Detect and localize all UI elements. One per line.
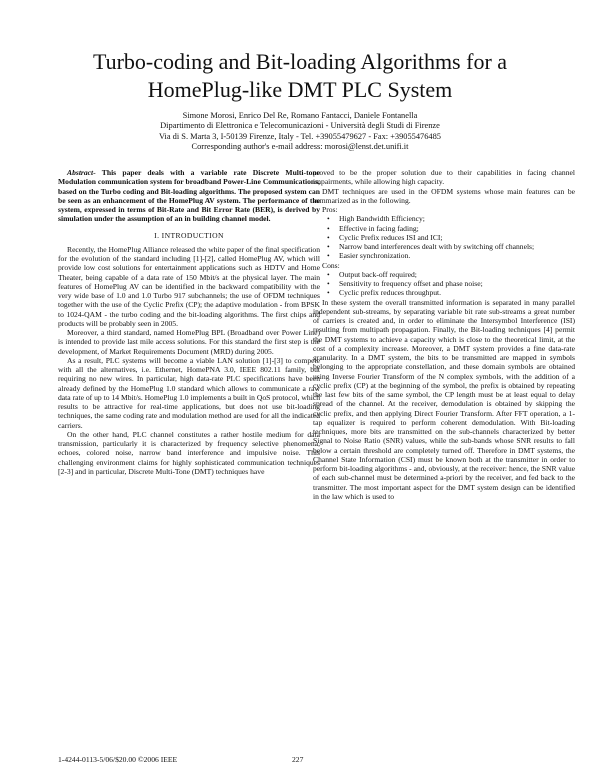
intro-paragraph-4: On the other hand, PLC channel constitutes a rather hostile medium for data transmission, particularly it is characterized by frequency selective phenomena, echoes, colored noise, narrow band interference and impulsive noise. This challenging environment claims for highly sophisticated communication techniques [2-3] and in particular, Discrete Multi-Tone (DMT) techniques have: [58, 429, 320, 476]
right-paragraph-3: In these system the overall transmitted information is separated in many parallel independent sub-streams, by separating variable bit rate sub-streams a great number of carriers is created and, in order to eliminate the Intersymbol Interference (ISI) resulting from multipath propagation. Finally, the Bit-loading techniques [4] permit the DMT systems to achieve a capacity which is close to the theoretical limit, at the cost of a complexity increase. Moreover, a DMT system provides a fine data-rate granularity. In a DMT system, the bits to be transmitted are mapped in symbols belonging to the appropriate constellation, and these domain symbols are obtained using Inverse Fourier Transform of the N complex symbols, with the addition of a cyclic prefix (CP) at the beginning of the symbol, the prefix is obtained by repeating the last few bits of the same symbol, the CP length must be at least equal to delay spread of the channel. At the receiver, demodulation is obtained by skipping the cyclic prefix, and then applying Direct Fourier Transform. After FFT operation, a 1-tap equalizer is required to perform coherent demodulation. With Bit-loading techniques, more bits are transmitted on the sub-channels characterized by better Signal to Noise Ratio (SNR) values, while the sub-bands whose SNR results to fall below a certain threshold are completely turned off. Therefore in DMT systems, the Channel State Information (CSI) must be known both at the transmitter in order to perform bit-loading algorithms - and, obviously, at the receiver: hence, the SNR value of each sub-channel must be determined a-priori by the receiver, and fed back to the transmitter. The most important aspect for the DMT system design can be identified in the law which is used to: [313, 297, 575, 501]
intro-paragraph-2: Moreover, a third standard, named HomePlug BPL (Broadband over Power Line) is intended to provide last mile access solutions. For this standard the first step is the development, of Market Requirements Document (MRD) during 2005.: [58, 328, 320, 356]
author-block: [40, 111, 560, 153]
left-column: [58, 168, 320, 476]
list-item: • High Bandwidth Efficiency;: [313, 214, 575, 223]
list-item: • Sensitivity to frequency offset and phase noise;: [313, 279, 575, 288]
affiliation: Dipartimento di Elettronica e Telecomunicazioni - Università degli Studi di Firenze: [160, 121, 440, 131]
page-number: 227: [292, 755, 304, 764]
abstract-body: - This paper deals with a variable rate Discrete Multi-tone Modulation communication system for broadband Power-Line Communications, based on the Turbo coding and Bit-loading algorithms. The proposed system can be seen as an enhancement of the HomePlug AV system. The performance of the system, expressed in terms of Bit-Rate and Bit Error Rate (BER), is derived by simulation under the assumption of an in building channel model.: [58, 168, 320, 224]
list-item: • Effective in facing fading;: [313, 224, 575, 233]
contact-email: Corresponding author's e-mail address: morosi@lenst.det.unifi.it: [191, 142, 409, 152]
author-names: Simone Morosi, Enrico Del Re, Romano Fantacci, Daniele Fontanella: [182, 111, 418, 120]
intro-paragraph-1: Recently, the HomePlug Alliance released the white paper of the final specification for the evolution of the standard including [1]-[2], called HomePlug AV, which will provide low cost solutions for entertainment applications such as HDTV and Home Theater, being capable of a data rate of 150 Mbit/s at the physical layer. The main features of HomePlug AV can be identified in the backward compatibility with the very wide base of 1.0 and 1.0 Turbo 917 subchannels; the use of OFDM techniques together with the use of the Cyclic Prefix (CP); the adaptive modulation - from BPSK to 1024-QAM - the turbo coding and the bit-loading algorithms. The first chips and products will be probably seen in 2005.: [58, 244, 320, 328]
list-item: • Output back-off required;: [313, 270, 575, 279]
pros-label: Pros:: [322, 205, 338, 214]
right-column: [313, 168, 575, 501]
list-item: • Easier synchronization.: [313, 251, 575, 260]
paper-title-line-1: Turbo-coding and Bit-loading Algorithms for a: [92, 49, 508, 74]
list-item: • Narrow band interferences dealt with by switching off channels;: [313, 242, 575, 251]
cons-label: Cons:: [322, 260, 340, 270]
list-item: • Cyclic Prefix reduces ISI and ICI;: [313, 233, 575, 242]
abstract-label: Abstract: [67, 168, 94, 177]
intro-paragraph-3: As a result, PLC systems will become a viable LAN solution [1]-[3] to compete with all the alternatives, i.e. Ethernet, HomePNA 3.0, IEEE 802.11 family, but requiring no new wires. In particular, high data-rate PLC specifications have been already defined by the HomePlug 1.0 standard which allows to communicate a raw data rate of up to 14 Mbit/s. HomePlug 1.0 implements a built in QoS protocol, which results to be attractive for real-time applications, but does not use bit-loading techniques, the same coding rate and modulation method are used for all the indicated carriers.: [58, 355, 320, 430]
postal-address: Via di S. Marta 3, I-50139 Firenze, Italy - Tel. +39055479627 - Fax: +39055476485: [159, 131, 441, 141]
right-paragraph-1: proved to be the proper solution due to their capabilities in facing channel impairments, while allowing high capacity.: [313, 168, 575, 187]
paper-title-line-2: HomePlug-like DMT PLC System: [147, 77, 453, 102]
list-item: • Cyclic prefix reduces throughput.: [313, 288, 575, 297]
section-heading-introduction: I. INTRODUCTION: [154, 230, 224, 240]
copyright-footer: 1-4244-0113-5/06/$20.00 ©2006 IEEE: [58, 755, 178, 764]
cons-list: [313, 270, 575, 298]
abstract: [58, 168, 320, 224]
right-paragraph-2: DMT techniques are used in the OFDM systems whose main features can be summarized as in the following.: [313, 186, 575, 205]
pros-list: [313, 214, 575, 260]
